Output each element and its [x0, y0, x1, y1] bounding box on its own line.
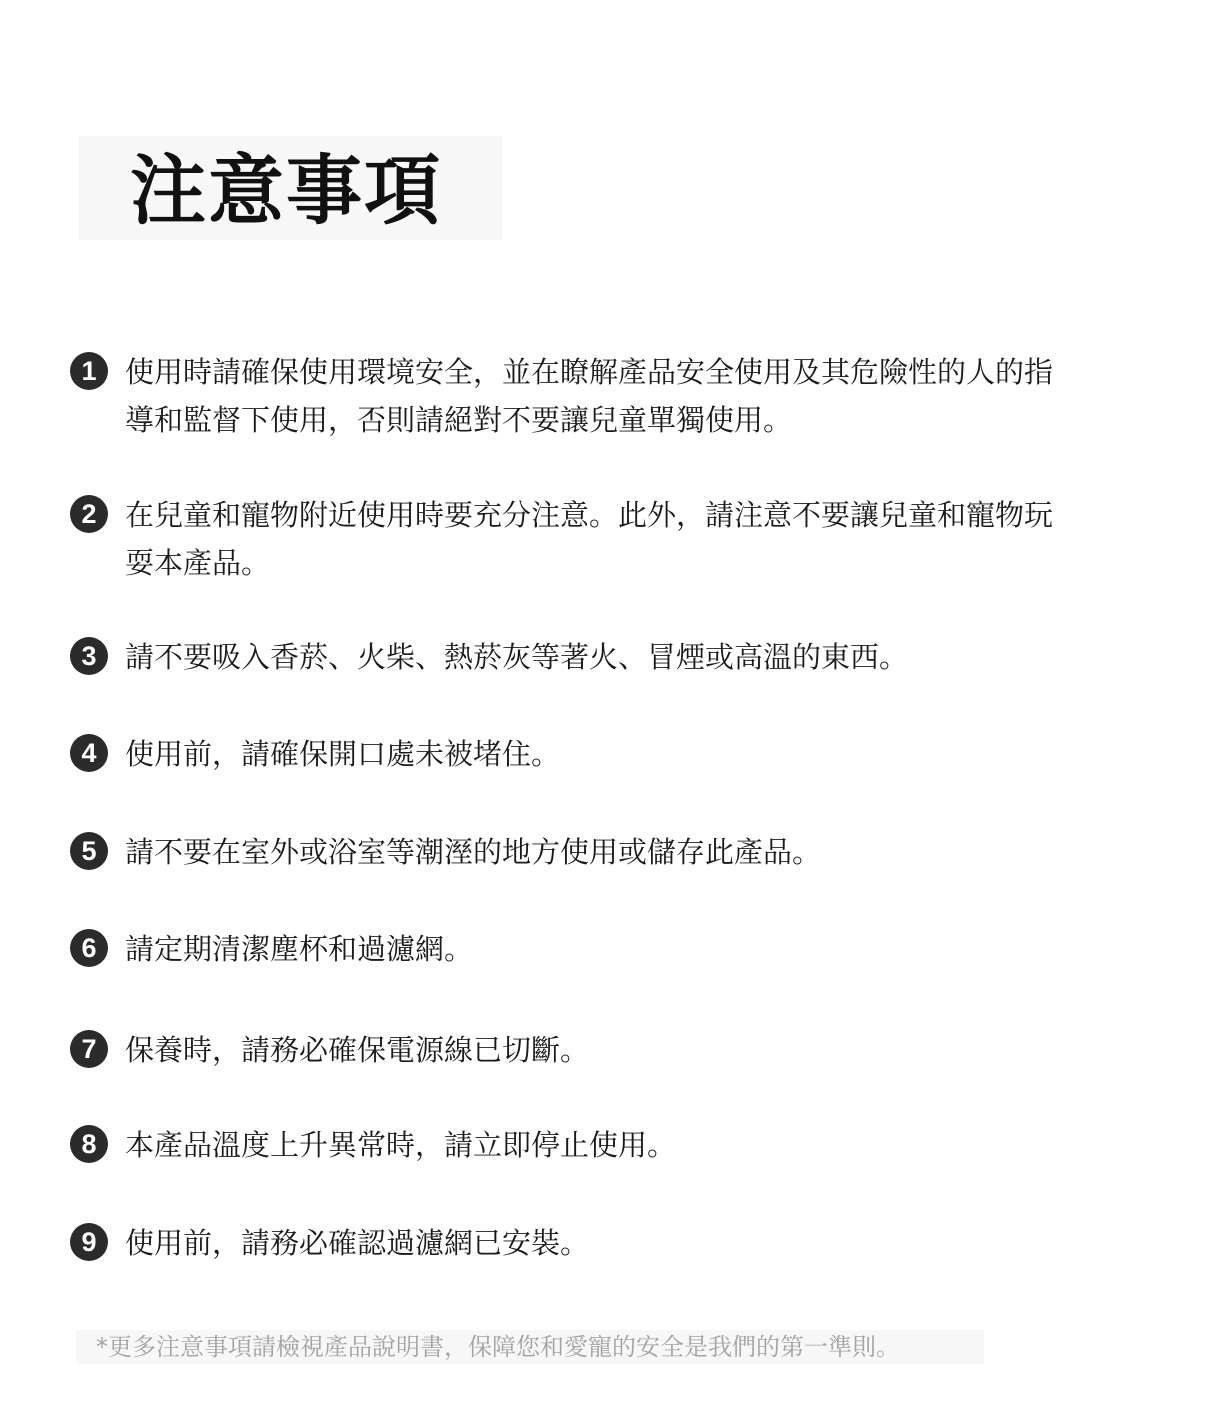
number-5-icon: 5	[70, 832, 108, 870]
number-4-icon: 4	[70, 734, 108, 772]
notice-text-5: 請不要在室外或浴室等潮溼的地方使用或儲存此產品。	[125, 835, 822, 869]
number-2-icon: 2	[70, 495, 108, 533]
number-8-icon: 8	[70, 1125, 108, 1163]
number-9-icon: 9	[70, 1223, 108, 1261]
notice-text-3: 請不要吸入香菸、火柴、熱菸灰等著火、冒煙或高溫的東西。	[125, 640, 909, 674]
page-title: 注意事項	[130, 146, 442, 235]
footer-note: *更多注意事項請檢視產品說明書，保障您和愛寵的安全是我們的第一準則。	[96, 1333, 900, 1361]
notice-text-9: 使用前，請務必確認過濾網已安裝。	[125, 1226, 590, 1260]
notice-text-6: 請定期清潔塵杯和過濾網。	[125, 932, 474, 966]
number-1-icon: 1	[70, 352, 108, 390]
notice-text-4: 使用前，請確保開口處未被堵住。	[125, 737, 561, 771]
notice-text-2: 在兒童和寵物附近使用時要充分注意。此外，請注意不要讓兒童和寵物玩耍本產品。	[125, 498, 1054, 580]
number-6-icon: 6	[70, 929, 108, 967]
number-7-icon: 7	[70, 1030, 108, 1068]
notice-text-1: 使用時請確保使用環境安全，並在瞭解產品安全使用及其危險性的人的指導和監督下使用，否則請絕對不要讓兒童單獨使用。	[125, 355, 1054, 437]
number-3-icon: 3	[70, 637, 108, 675]
notice-text-8: 本產品溫度上升異常時，請立即停止使用。	[125, 1128, 677, 1162]
notice-text-7: 保養時，請務必確保電源線已切斷。	[125, 1033, 590, 1067]
